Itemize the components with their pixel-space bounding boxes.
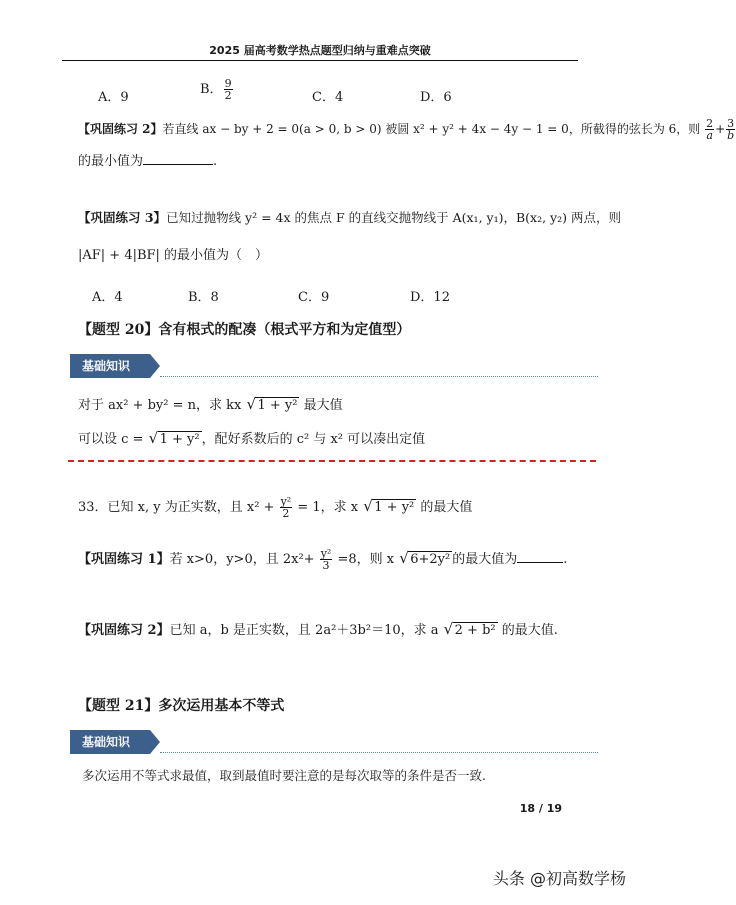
option-a: A．9 xyxy=(98,90,129,105)
practice1-20-pre: 若 x>0，y>0，且 2x²+ xyxy=(169,552,315,567)
option-b-prefix: B． xyxy=(200,82,223,97)
watermark: 头条 @初高数学杨 xyxy=(492,869,626,888)
plus-sign: + xyxy=(715,122,726,136)
practice2-top-end: . xyxy=(213,154,218,169)
practice3-option-a: A．4 xyxy=(92,290,123,305)
q33-radical: √ 1 + y² xyxy=(372,499,416,515)
q33-frac-num: y² xyxy=(280,495,292,508)
knowledge-badge-21: 基础知识 xyxy=(70,730,150,754)
p1-frac-num: y² xyxy=(320,547,332,560)
practice1-20-post: 的最大值为 xyxy=(452,552,518,567)
q33-post: 的最大值 xyxy=(420,500,473,515)
practice2-top-text1: 若直线 ax − by + 2 = 0(a > 0, b > 0) 被圆 x² + y² + 4x − 4y − 1 = 0，所截得的弦长为 6，则 xyxy=(162,122,701,136)
practice2-top-frac2 xyxy=(726,118,735,141)
k20-line1-pre: 对于 ax² + by² = n，求 kx xyxy=(78,398,242,413)
knowledge-badge-20: 基础知识 xyxy=(70,354,150,378)
option-b-den: 2 xyxy=(224,89,232,102)
page-number: 18 / 19 xyxy=(519,802,562,815)
practice2-20-tag: 【巩固练习 2】 xyxy=(78,623,170,638)
knowledge20-line2 xyxy=(78,428,425,447)
p1-frac-den: 3 xyxy=(322,559,330,572)
k20-line1-post: 最大值 xyxy=(303,398,343,413)
practice3-text2: |AF| + 4|BF| 的最小值为（ ） xyxy=(78,248,269,263)
practice2-20-pre: 已知 a，b 是正实数，且 2a²＋3b²＝10，求 a xyxy=(169,623,439,638)
page-header: 2025 届高考数学热点题型归纳与重难点突破 xyxy=(209,44,431,57)
section20-title: 【题型 20】含有根式的配凑（根式平方和为定值型） xyxy=(78,322,411,338)
frac2-den: b xyxy=(727,129,735,142)
practice2-20-radical: √ 2 + b² xyxy=(453,622,498,638)
practice2-top-line2 xyxy=(78,150,217,169)
q33-frac-den: 2 xyxy=(282,507,290,520)
practice1-20-blank[interactable] xyxy=(517,550,563,563)
option-b-fraction xyxy=(224,78,233,101)
practice1-20-mid: =8，则 x xyxy=(337,552,395,567)
section-divider-red xyxy=(68,460,596,462)
practice2-top-text2: 的最小值为 xyxy=(78,154,144,169)
option-b xyxy=(200,78,234,101)
section21-title: 【题型 21】多次运用基本不等式 xyxy=(78,698,285,714)
answer-blank[interactable] xyxy=(143,152,213,165)
practice3-tag: 【巩固练习 3】 xyxy=(78,210,167,225)
practice1-20-tag: 【巩固练习 1】 xyxy=(78,552,170,567)
knowledge20-line1 xyxy=(78,394,343,413)
practice1-20-line xyxy=(78,548,567,571)
k20-line2-radical: √ 1 + y² xyxy=(158,431,202,447)
practice2-top-line1 xyxy=(78,118,736,141)
q33-mid: = 1，求 x xyxy=(297,500,359,515)
practice1-20-frac xyxy=(320,548,333,571)
k20-line2-pre: 可以设 c = xyxy=(78,432,144,447)
frac1-den: a xyxy=(706,129,713,142)
q33-line xyxy=(78,496,472,519)
frac1-num: 2 xyxy=(706,117,714,130)
practice1-20-radical: √ 6+2y² xyxy=(408,551,452,567)
practice2-20-post: 的最大值. xyxy=(501,623,558,638)
badge-dotted-rule-21 xyxy=(160,752,598,753)
k20-line1-radical: √ 1 + y² xyxy=(255,397,299,413)
practice3-option-d: D．12 xyxy=(410,290,450,305)
practice3-option-c: C．9 xyxy=(298,290,330,305)
option-c: C．4 xyxy=(312,90,344,105)
knowledge21-text: 多次运用不等式求最值，取到最值时要注意的是每次取等的条件是否一致. xyxy=(82,768,486,783)
practice2-20-line xyxy=(78,619,558,638)
k20-line2-post: ，配好系数后的 c² 与 x² 可以凑出定值 xyxy=(201,432,426,447)
practice2-top-frac1 xyxy=(705,118,714,141)
practice3-option-b: B．8 xyxy=(188,290,219,305)
badge-dotted-rule-20 xyxy=(160,376,598,377)
practice2-top-tag: 【巩固练习 2】 xyxy=(78,122,163,136)
practice1-20-end: . xyxy=(563,552,568,567)
practice3-text1: 已知过抛物线 y² = 4x 的焦点 F 的直线交抛物线于 A(x₁, y₁)，B(x₂, y₂) 两点，则 xyxy=(166,210,621,225)
q33-pre: 33．已知 x, y 为正实数，且 x² + xyxy=(78,500,275,515)
option-b-num: 9 xyxy=(224,77,232,90)
option-d: D．6 xyxy=(420,90,452,105)
q33-frac xyxy=(280,496,293,519)
practice3-line1 xyxy=(78,208,621,226)
header-rule xyxy=(62,60,578,61)
frac2-num: 3 xyxy=(727,117,735,130)
